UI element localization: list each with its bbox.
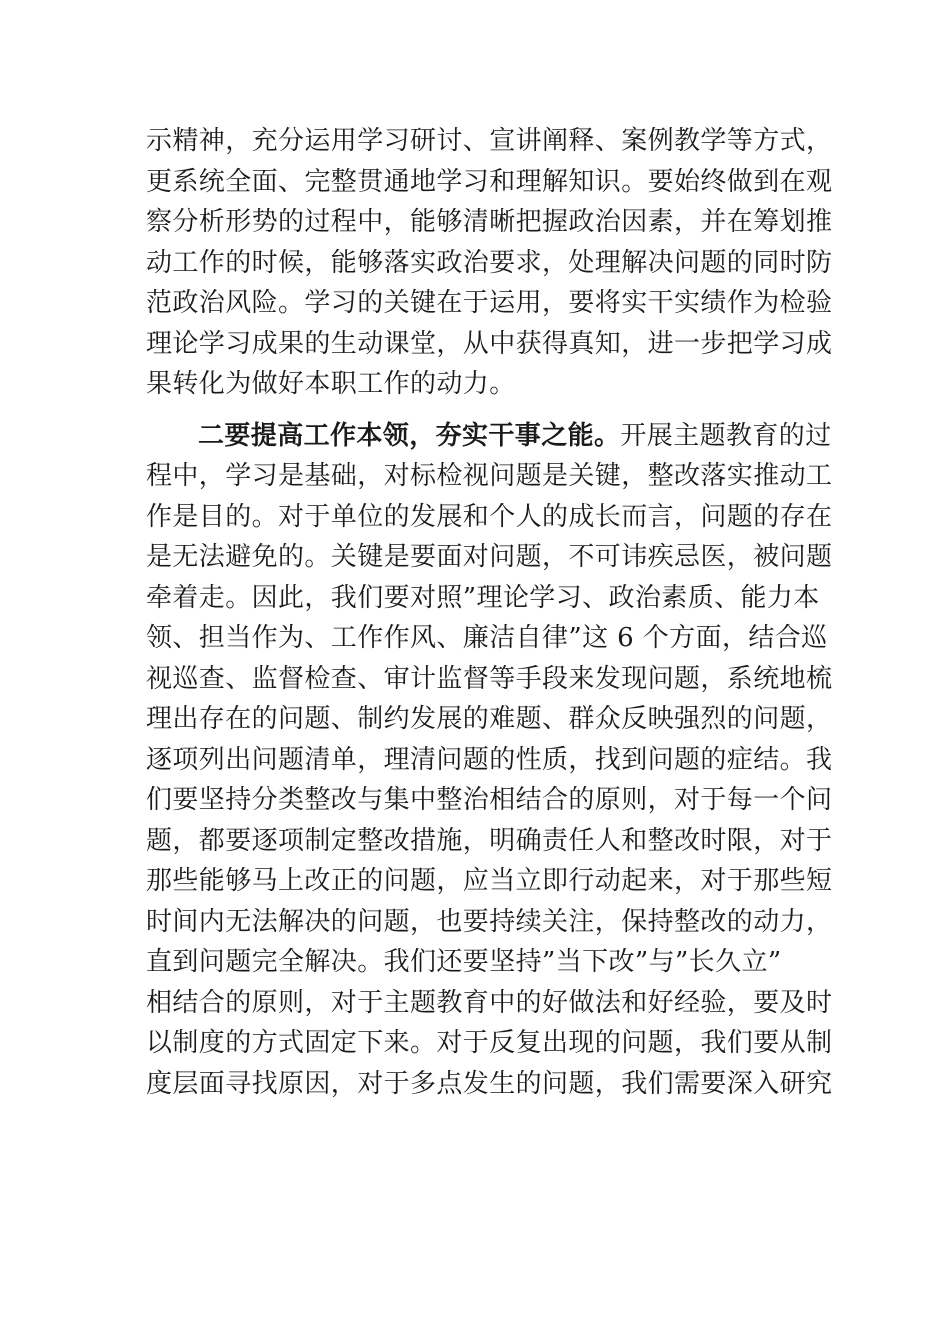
text-line: 理出存在的问题、制约发展的难题、群众反映强烈的问题， xyxy=(146,704,833,734)
text-line: 作是目的。对于单位的发展和个人的成长而言，问题的存在 xyxy=(146,501,833,532)
text-line: 那些能够马上改正的问题，应当立即行动起来，对于那些短 xyxy=(146,866,833,896)
text-line: 察分析形势的过程中，能够清晰把握政治因素，并在筹划推 xyxy=(146,207,833,237)
paragraph-2 xyxy=(146,416,833,1105)
text-line: 理论学习成果的生动课堂，从中获得真知，进一步把学习成 xyxy=(146,328,833,359)
text-line: 示精神，充分运用学习研讨、宣讲阐释、案例教学等方式， xyxy=(146,126,833,156)
text-line: 逐项列出问题清单，理清问题的性质，找到问题的症结。我 xyxy=(146,744,833,775)
text-line: 程中，学习是基础，对标检视问题是关键，整改落实推动工 xyxy=(146,461,833,491)
paragraph-heading: 二要提高工作本领，夯实干事之能。 xyxy=(198,420,621,451)
text-line: 领、担当作为、工作作风、廉洁自律”这 6 个方面，结合巡 xyxy=(146,623,828,653)
text-line: 度层面寻找原因，对于多点发生的问题，我们需要深入研究 xyxy=(146,1068,833,1099)
text-line: 们要坚持分类整改与集中整治相结合的原则，对于每一个问 xyxy=(146,785,833,815)
text-line: 以制度的方式固定下来。对于反复出现的问题，我们要从制 xyxy=(146,1028,833,1058)
text-line: 果转化为做好本职工作的动力。 xyxy=(146,369,516,399)
text-line: 时间内无法解决的问题，也要持续关注，保持整改的动力， xyxy=(146,906,833,937)
text-line: 视巡查、监督检查、审计监督等手段来发现问题，系统地梳 xyxy=(146,663,833,694)
text-line: 范政治风险。学习的关键在于运用，要将实干实绩作为检验 xyxy=(146,288,833,318)
text-line: 是无法避免的。关键是要面对问题，不可讳疾忌医，被问题 xyxy=(146,542,833,572)
text-line: 牵着走。因此，我们要对照”理论学习、政治素质、能力本 xyxy=(146,582,820,613)
text-line: 更系统全面、完整贯通地学习和理解知识。要始终做到在观 xyxy=(146,166,833,197)
text-line-first xyxy=(146,416,832,457)
paragraph-spacer xyxy=(146,405,810,416)
text-line: 题，都要逐项制定整改措施，明确责任人和整改时限，对于 xyxy=(146,825,833,856)
first-line-text: 开展主题教育的过 xyxy=(620,420,832,451)
body-text xyxy=(146,121,833,1104)
text-line: 相结合的原则，对于主题教育中的好做法和好经验，要及时 xyxy=(146,987,833,1018)
text-line: 动工作的时候，能够落实政治要求，处理解决问题的同时防 xyxy=(146,247,833,278)
text-line: 直到问题完全解决。我们还要坚持”当下改”与”长久立” xyxy=(146,947,782,977)
paragraph-1 xyxy=(146,121,833,405)
